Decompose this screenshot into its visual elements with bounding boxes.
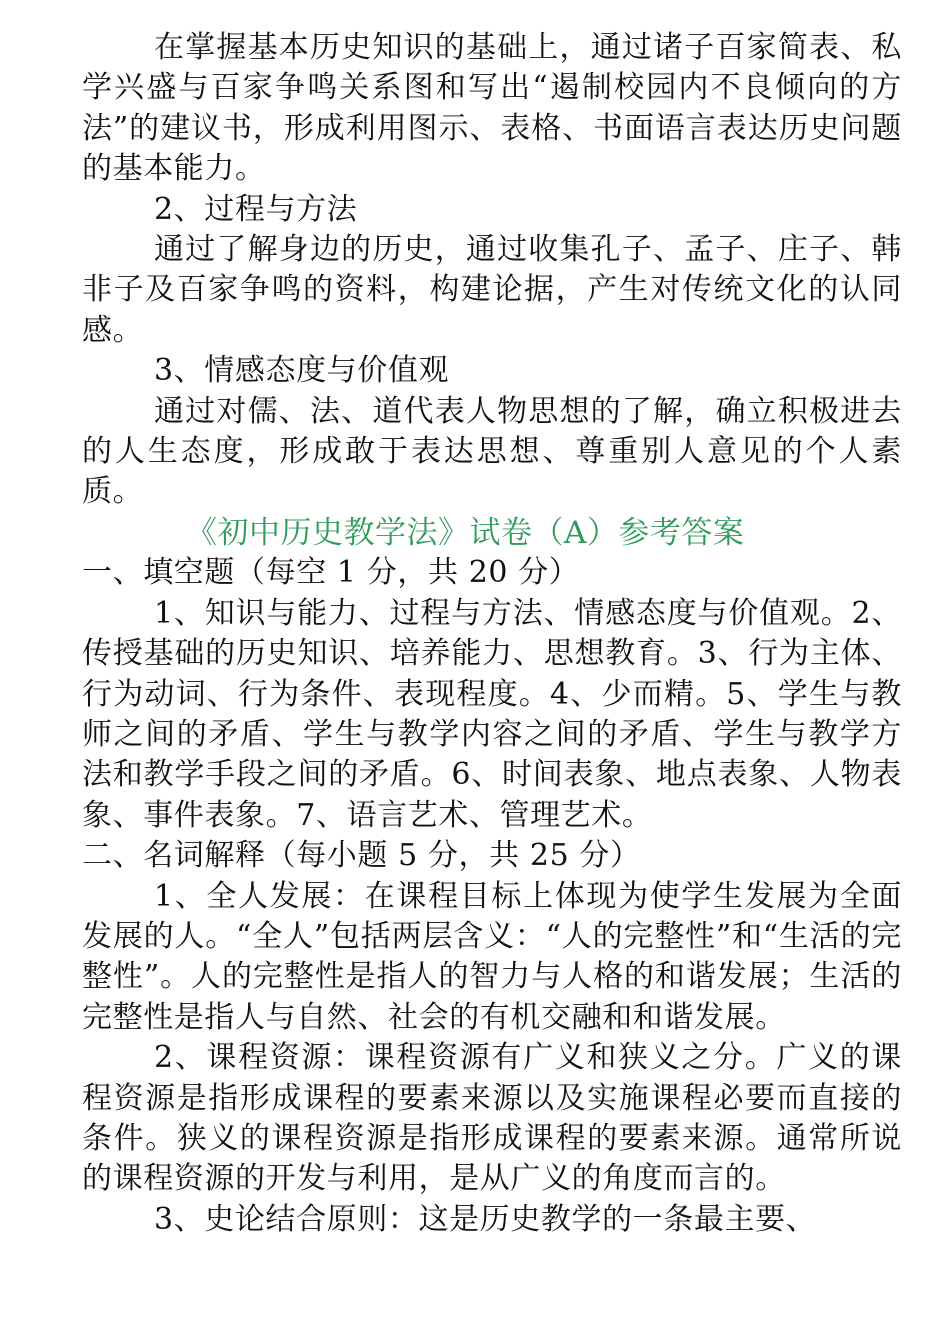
document-page xyxy=(82,28,902,1240)
answer-key-title: 《初中历史教学法》试卷（A）参考答案 xyxy=(186,514,745,551)
intro-paragraph: 在掌握基本历史知识的基础上，通过诸子百家简表、私学兴盛与百家争鸣关系图和写出“遏制校园内不良倾向的方法”的建议书，形成利用图示、表格、书面语言表达历史问题的基本能力。 xyxy=(82,30,902,187)
term-definition-curriculum-resources: 2、课程资源：课程资源有广义和狭义之分。广义的课程资源是指形成课程的要素来源以及实施课程必要而直接的条件。狭义的课程资源是指形成课程的要素来源。通常所说的课程资源的开发与利用，是从广义的角度而言的。 xyxy=(82,1040,902,1197)
fill-blank-section-heading: 一、填空题（每空 1 分，共 20 分） xyxy=(82,555,580,591)
emotion-values-paragraph: 通过对儒、法、道代表人物思想的了解，确立积极进去的人生态度，形成敢于表达思想、尊重别人意见的个人素质。 xyxy=(82,393,902,510)
subheading-emotion-values: 3、情感态度与价值观 xyxy=(154,353,450,389)
term-definition-whole-person: 1、全人发展：在课程目标上体现为使学生发展为全面发展的人。“全人”包括两层含义：“人的完整性”和“生活的完整性”。人的完整性是指人的智力与人格的和谐发展；生活的完整性是指人与自然、社会的有机交融和和谐发展。 xyxy=(82,878,902,1035)
process-method-paragraph: 通过了解身边的历史，通过收集孔子、孟子、庄子、韩非子及百家争鸣的资料，构建论据，产生对传统文化的认同感。 xyxy=(82,232,902,348)
fill-blank-answers: 1、知识与能力、过程与方法、情感态度与价值观。2、传授基础的历史知识、培养能力、思想教育。3、行为主体、行为动词、行为条件、表现程度。4、少而精。5、学生与教师之间的矛盾、学生与教学内容之间的矛盾、学生与教学方法和教学手段之间的矛盾。6、时间表象、地点表象、人物表象、事件表象。7、语言艺术、管理艺术。 xyxy=(82,595,902,833)
term-definition-history-theory-principle: 3、史论结合原则：这是历史教学的一条最主要、 xyxy=(154,1201,817,1237)
subheading-process-method: 2、过程与方法 xyxy=(154,191,358,227)
term-definition-section-heading: 二、名词解释（每小题 5 分，共 25 分） xyxy=(82,838,641,874)
